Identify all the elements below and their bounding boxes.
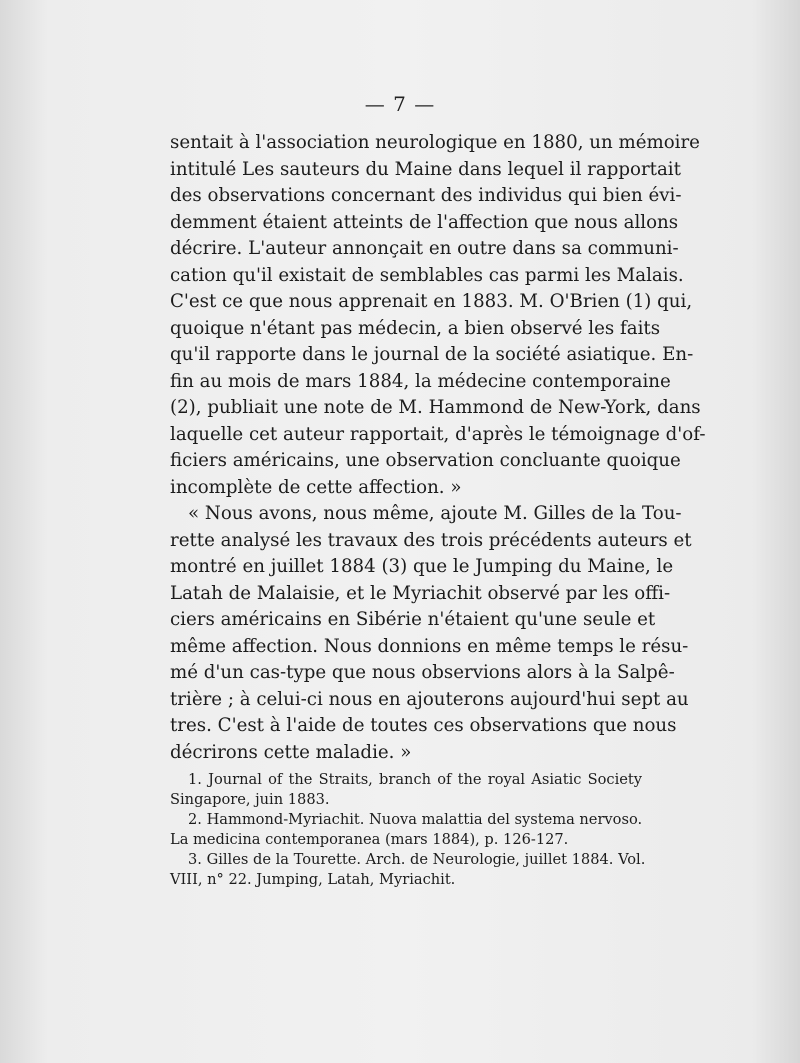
footnote-line: Singapore, juin 1883.	[170, 791, 330, 808]
text-line: sentait à l'association neurologique en 1880, un mémoire	[170, 132, 700, 153]
text-line: laquelle cet auteur rapportait, d'après le témoignage d'of-	[170, 423, 706, 445]
text-line: cation qu'il existait de semblables cas parmi les Malais.	[170, 264, 684, 286]
text-line: C'est ce que nous apprenait en 1883. M. O'Brien (1) qui,	[170, 291, 693, 312]
text-line: même affection. Nous donnions en même temps le résu-	[170, 635, 689, 657]
text-line: trière ; à celui-ci nous en ajouterons aujourd'hui sept au	[170, 688, 689, 710]
text-line: (2), publiait une note de M. Hammond de New-York, dans	[170, 397, 701, 418]
page-number: — 7 —	[364, 92, 436, 116]
footnote-line: 3. Gilles de la Tourette. Arch. de Neurologie, juillet 1884. Vol.	[188, 851, 646, 868]
text-line: Latah de Malaisie, et le Myriachit observé par les offi-	[170, 582, 671, 604]
text-line: ficiers américains, une observation concluante quoique	[170, 450, 681, 471]
main-text	[170, 130, 706, 766]
text-line: intitulé Les sauteurs du Maine dans lequel il rapportait	[170, 158, 681, 180]
text-line: décrirons cette maladie. »	[170, 741, 412, 763]
text-line: fin au mois de mars 1884, la médecine contemporaine	[170, 370, 671, 392]
text-line: montré en juillet 1884 (3) que le Jumping du Maine, le	[170, 556, 674, 577]
footnote-line: La medicina contemporanea (mars 1884), p. 126-127.	[170, 831, 569, 848]
footnote-line: 2. Hammond-Myriachit. Nuova malattia del systema nervoso.	[188, 811, 643, 828]
text-line: incomplète de cette affection. »	[170, 476, 462, 498]
text-line: décrire. L'auteur annonçait en outre dans sa communi-	[170, 238, 679, 259]
text-line: quoique n'étant pas médecin, a bien observé les faits	[170, 317, 661, 339]
text-line: rette analysé les travaux des trois précédents auteurs et	[170, 529, 692, 551]
text-line: « Nous avons, nous même, ajoute M. Gilles de la Tou-	[188, 503, 682, 524]
footnote-line: 1. Journal of the Straits, branch of the royal Asiatic Society	[188, 771, 642, 788]
footnotes	[170, 770, 646, 890]
text-line: mé d'un cas-type que nous observions alors à la Salpê-	[170, 662, 675, 683]
text-line: des observations concernant des individus qui bien évi-	[170, 185, 682, 206]
text-line: tres. C'est à l'aide de toutes ces observations que nous	[170, 715, 677, 736]
text-line: ciers américains en Sibérie n'étaient qu'une seule et	[170, 609, 656, 630]
footnote-line: VIII, n° 22. Jumping, Latah, Myriachit.	[170, 871, 456, 888]
text-line: demment étaient atteints de l'affection que nous allons	[170, 211, 679, 233]
text-line: qu'il rapporte dans le journal de la société asiatique. En-	[170, 344, 694, 365]
